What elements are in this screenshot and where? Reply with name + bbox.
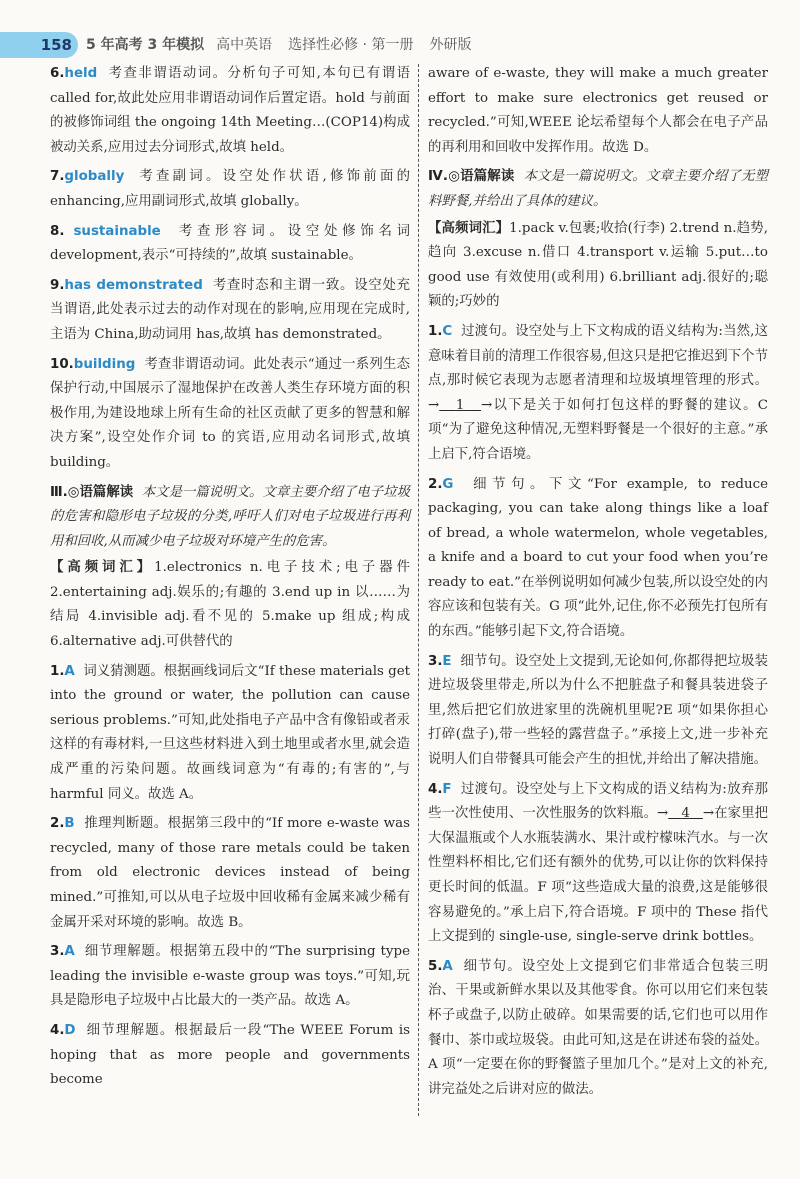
explanation: 考查非谓语动词。分析句子可知,本句已有谓语 called for,故此处应用非谓语动词作后置定语。hold 与前面的被修饰词组 the ongoing 14th Meeting…(COP14)构成被动关系,应用过去分词形式,故填 held。 (50, 66, 410, 155)
explanation: →在家里把大保温瓶或个人水瓶装满水、果汁或柠檬味汽水。与一次性塑料杯相比,它们还有额外的优势,可以让你的饮料保持更长时间的低温。F 项“这些造成大量的浪费,这是能够很容易避免的。”承上启下,符合语境。F 项中的 These 指代上文提到的 single-use, single-serve drink bottles。 (428, 806, 768, 945)
answer-item-2 (50, 812, 410, 935)
explanation: aware of e-waste, they will make a much greater effort to make sure electronics get reused or recycled.”可知,WEEE 论坛希望每个人都会在电子产品的再利用和回收中发挥作用。故选 D。 (428, 66, 768, 155)
answer-key: globally (64, 169, 125, 185)
section-text: 本文是一篇说明文。文章主要介绍了无塑料野餐,并给出了具体的建议。 (428, 169, 769, 209)
answer-item-9 (50, 274, 410, 348)
item-number: 7. (50, 169, 65, 185)
answer-item-4 (50, 1019, 410, 1093)
answer-item-10 (50, 353, 410, 476)
item-number: 6. (50, 66, 65, 81)
answer-key: held (64, 66, 98, 81)
vocab-label: 【高频词汇】 (428, 220, 510, 236)
answer-item-1 (428, 320, 768, 468)
answer-key: B (64, 816, 75, 832)
column-divider (418, 64, 419, 1116)
explanation: 考查副词。设空处作状语,修饰前面的 enhancing,应用副词形式,故填 globally。 (50, 169, 410, 209)
item-number: 2. (428, 476, 443, 492)
page-header (0, 30, 800, 60)
item-number: 9. (50, 277, 65, 293)
item-number: 3. (50, 944, 65, 960)
blank-number: 4 (681, 806, 690, 822)
explanation: 细节句。设空处上文提到,无论如何,你都得把垃圾装进垃圾袋里带走,所以为什么不把脏盘子和餐具装进袋子里,然后把它们放进家里的洗碗机里呢?E 项“如果你担心打碎(盘子),带一些轻的露营盘子。”承接上文,进一步补充说明人们自带餐具可能会产生的担忧,并给出了解决措施。 (428, 653, 769, 768)
subject: 高中英语 (216, 37, 273, 53)
explanation: 过渡句。设空处与上下文构成的语义结构为:放弃那些一次性使用、一次性服务的饮料瓶。→ (428, 781, 768, 822)
answer-key: C (442, 323, 453, 339)
section-label: Ⅳ.◎语篇解读 (428, 169, 515, 185)
book-title: 选择性必修 · 第一册 (288, 37, 414, 53)
answer-item-8 (50, 220, 410, 269)
answer-key: A (64, 663, 75, 679)
answer-key: building (73, 356, 136, 372)
answer-key: has demonstrated (64, 277, 203, 293)
answer-item-1 (50, 660, 410, 808)
answer-item-5 (428, 955, 768, 1103)
item-number: 4. (50, 1022, 65, 1038)
blank-number: 1 (455, 397, 465, 413)
answer-item-7 (50, 165, 410, 214)
answer-item-4 (428, 778, 768, 950)
item-number: 2. (50, 816, 65, 832)
item-number: 4. (428, 781, 443, 797)
answer-key: E (442, 653, 452, 669)
explanation: 细节句。下文“For example, to reduce packaging, you can take along things like a loaf of bread, a whole watermelon, whole vegetables, a knife and a board to cut your food when you’re ready to eat.”在举例说明如何减少包装,所以设空处的内容应该和包装有关。G 项“此外,记住,你不必预先打包所有的东西。”能够引起下文,符合语境。 (428, 476, 769, 640)
explanation: 推理判断题。根据第三段中的“If more e-waste was recycled, many of those rare metals could be taken from old electronic devices instead of being mined.”可推知,可以从电子垃圾中回收稀有金属来减少稀有金属开采对环境的影响。故选 B。 (50, 816, 410, 930)
passage-summary-4 (428, 165, 768, 214)
item-number: 8. (50, 223, 65, 239)
running-title (86, 33, 471, 57)
vocab-list-4 (428, 217, 768, 315)
passage-summary-3 (50, 481, 410, 555)
vocab-label: 【高频词汇】 (50, 560, 155, 576)
explanation: 考查非谓语动词。此处表示“通过一系列生态保护行动,中国展示了湿地保护在改善人类生存环境方面的积极作用,为建设地球上所有生命的社区贡献了更多的智慧和解决方案”,设空处作介词 to 的宾语,应用动名词形式,故填 building。 (50, 356, 410, 470)
page-number: 158 (0, 32, 78, 58)
blank-marker (439, 398, 481, 413)
explanation: 过渡句。设空处与上下文构成的语义结构为:当然,这意味着目前的清理工作很容易,但这只是把它推迟到下个节点,那时候它表现为志愿者清理和垃圾填埋管理的形式。→ (428, 323, 768, 413)
answer-item-6 (50, 62, 410, 160)
explanation: 细节句。设空处上文提到它们非常适合包装三明治、干果或新鲜水果以及其他零食。你可以用它们来包装杯子或盘子,以防止破碎。如果需要的话,它们也可以用作餐巾、茶巾或垃圾袋。由此可知,这是在讲述布袋的益处。A 项“一定要在你的野餐篮子里加几个。”是对上文的补充,讲完益处之后讲对应的做法。 (428, 958, 769, 1097)
answer-item-3 (50, 940, 410, 1014)
right-column (428, 62, 768, 1107)
section-text: 本文是一篇说明文。文章主要介绍了电子垃圾的危害和隐形电子垃圾的分类,呼吁人们对电子垃圾进行再利用和回收,从而减少电子垃圾对环境产生的危害。 (50, 484, 411, 549)
section-label: Ⅲ.◎语篇解读 (50, 484, 134, 500)
left-column (50, 62, 410, 1098)
answer-item-3 (428, 650, 768, 773)
explanation: 词义猜测题。根据画线词后文“If these materials get into the ground or water, the pollution can cause serious problems.”可知,此处指电子产品中含有像铅或者汞这样的有毒材料,一旦这些材料进入到土地里或者水里,就会造成严重的污染问题。故画线词意为“有毒的;有害的”,与 harmful 同义。故选 A。 (50, 663, 410, 802)
item-number: 1. (50, 663, 65, 679)
vocab-text: 1.electronics n.电子技术;电子器件 2.entertaining adj.娱乐的;有趣的 3.end up in 以……为结局 4.invisible adj.看不见的 5.make up 组成;构成 6.alternative adj.可供替代的 (50, 560, 411, 650)
explanation: 考查形容词。设空处修饰名词 development,表示“可持续的”,故填 sustainable。 (50, 223, 411, 264)
answer-key: D (64, 1022, 76, 1038)
item-number: 5. (428, 958, 443, 974)
item-number: 1. (428, 323, 443, 339)
publisher: 外研版 (429, 37, 472, 53)
vocab-text: 1.pack v.包裹;收拾(行李) 2.trend n.趋势,趋向 3.excuse n.借口 4.transport v.运输 5.put…to good use 有效使用(或利用) 6.brilliant adj.很好的;聪颖的;巧妙的 (428, 220, 769, 310)
item-number: 10. (50, 356, 74, 372)
answer-key: A (64, 944, 75, 960)
item-number: 3. (428, 653, 443, 669)
answer-item-4-continued (428, 62, 768, 160)
vocab-list-3 (50, 556, 410, 654)
answer-key: sustainable (73, 223, 161, 239)
answer-key: A (442, 958, 453, 974)
explanation: 考查时态和主谓一致。设空处充当谓语,此处表示过去的动作对现在的影响,应用现在完成时,主语为 China,助动词用 has,故填 has demonstrated。 (50, 277, 411, 342)
answer-key: F (442, 781, 452, 797)
answer-item-2 (428, 473, 768, 645)
answer-key: G (442, 476, 454, 492)
brand: 5 年高考 3 年模拟 (86, 37, 205, 53)
explanation: 细节理解题。根据第五段中的“The surprising type leading the invisible e-waste group was toys.”可知,玩具是隐形电子垃圾中占比最大的一类产品。故选 A。 (50, 944, 410, 1009)
explanation: →以下是关于如何打包这样的野餐的建议。C 项“为了避免这种情况,无塑料野餐是一个很好的主意。”承上启下,符合语境。 (428, 397, 768, 462)
blank-marker (668, 806, 703, 821)
explanation: 细节理解题。根据最后一段“The WEEE Forum is hoping that as more people and governments become (50, 1022, 411, 1088)
